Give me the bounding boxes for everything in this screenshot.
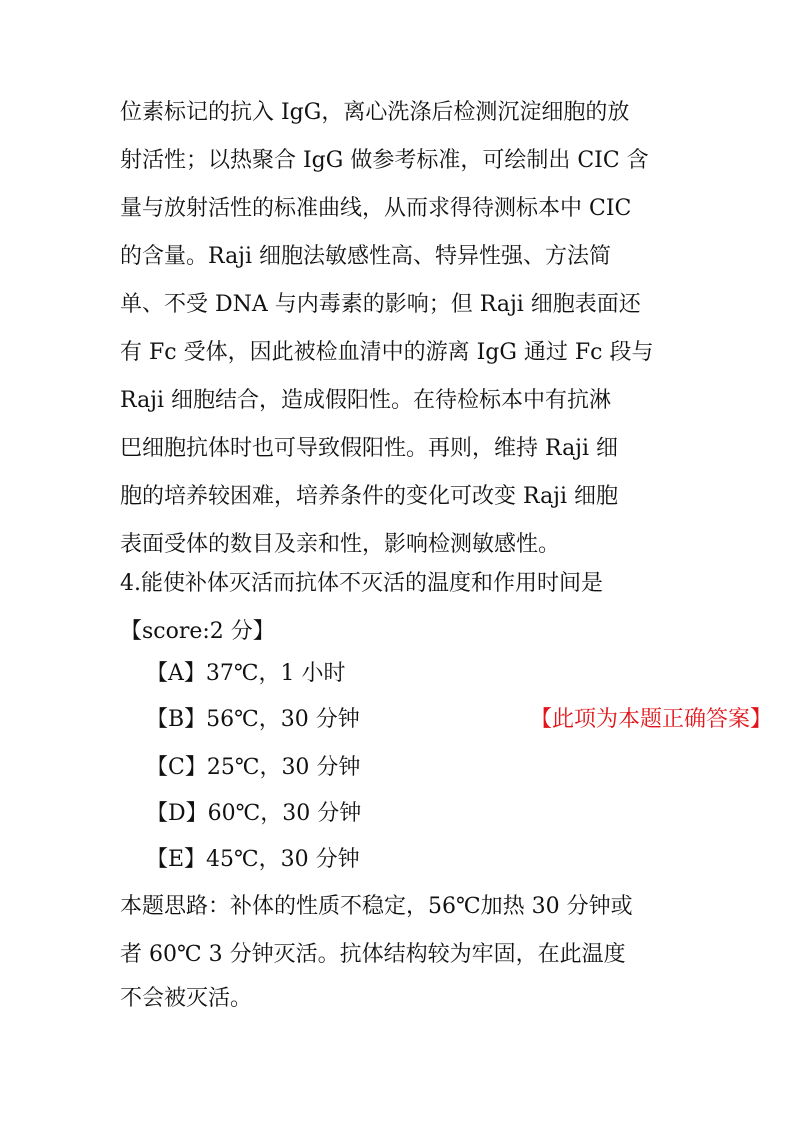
explanation-line: 巴细胞抗体时也可导致假阳性。再则，维持 Raji 细 [120,436,619,461]
option-b [146,696,773,744]
explanation-line: 表面受体的数目及亲和性，影响检测敏感性。 [120,532,561,557]
option-b-label: 【B】56℃，30 分钟 [146,707,360,732]
explanation-line: 单、不受 DNA 与内毒素的影响；但 Raji 细胞表面还 [120,292,641,317]
explanation-line: 有 Fc 受体，因此被检血清中的游离 IgG 通过 Fc 段与 [120,340,654,365]
explanation-line: 的含量。Raji 细胞法敏感性高、特异性强、方法简 [120,244,612,269]
explanation-line: 射活性；以热聚合 IgG 做参考标准，可绘制出 CIC 含 [120,148,649,173]
question-text: 4.能使补体灭活而抗体不灭活的温度和作用时间是 [120,571,603,596]
explanation-line: 者 60℃ 3 分钟灭活。抗体结构较为牢固，在此温度 [120,942,626,967]
option-c: 【C】25℃，30 分钟 [146,755,361,780]
explanation-line: 位素标记的抗入 IgG，离心洗涤后检测沉淀细胞的放 [120,100,630,125]
correct-answer-badge: 【此项为本题正确答案】 [530,707,773,732]
explanation-line: 本题思路：补体的性质不稳定，56℃加热 30 分钟或 [120,894,633,919]
explanation-line: 胞的培养较困难，培养条件的变化可改变 Raji 细胞 [120,484,619,509]
question-score: 【score:2 分】 [120,619,275,644]
explanation-line: 量与放射活性的标准曲线，从而求得待测标本中 CIC [120,196,632,221]
option-e: 【E】45℃，30 分钟 [146,847,360,872]
explanation-line: 不会被灭活。 [120,986,253,1011]
option-a: 【A】37℃，1 小时 [146,661,346,686]
option-d: 【D】60℃，30 分钟 [146,801,362,826]
explanation-line: Raji 细胞结合，造成假阳性。在待检标本中有抗淋 [120,388,612,413]
